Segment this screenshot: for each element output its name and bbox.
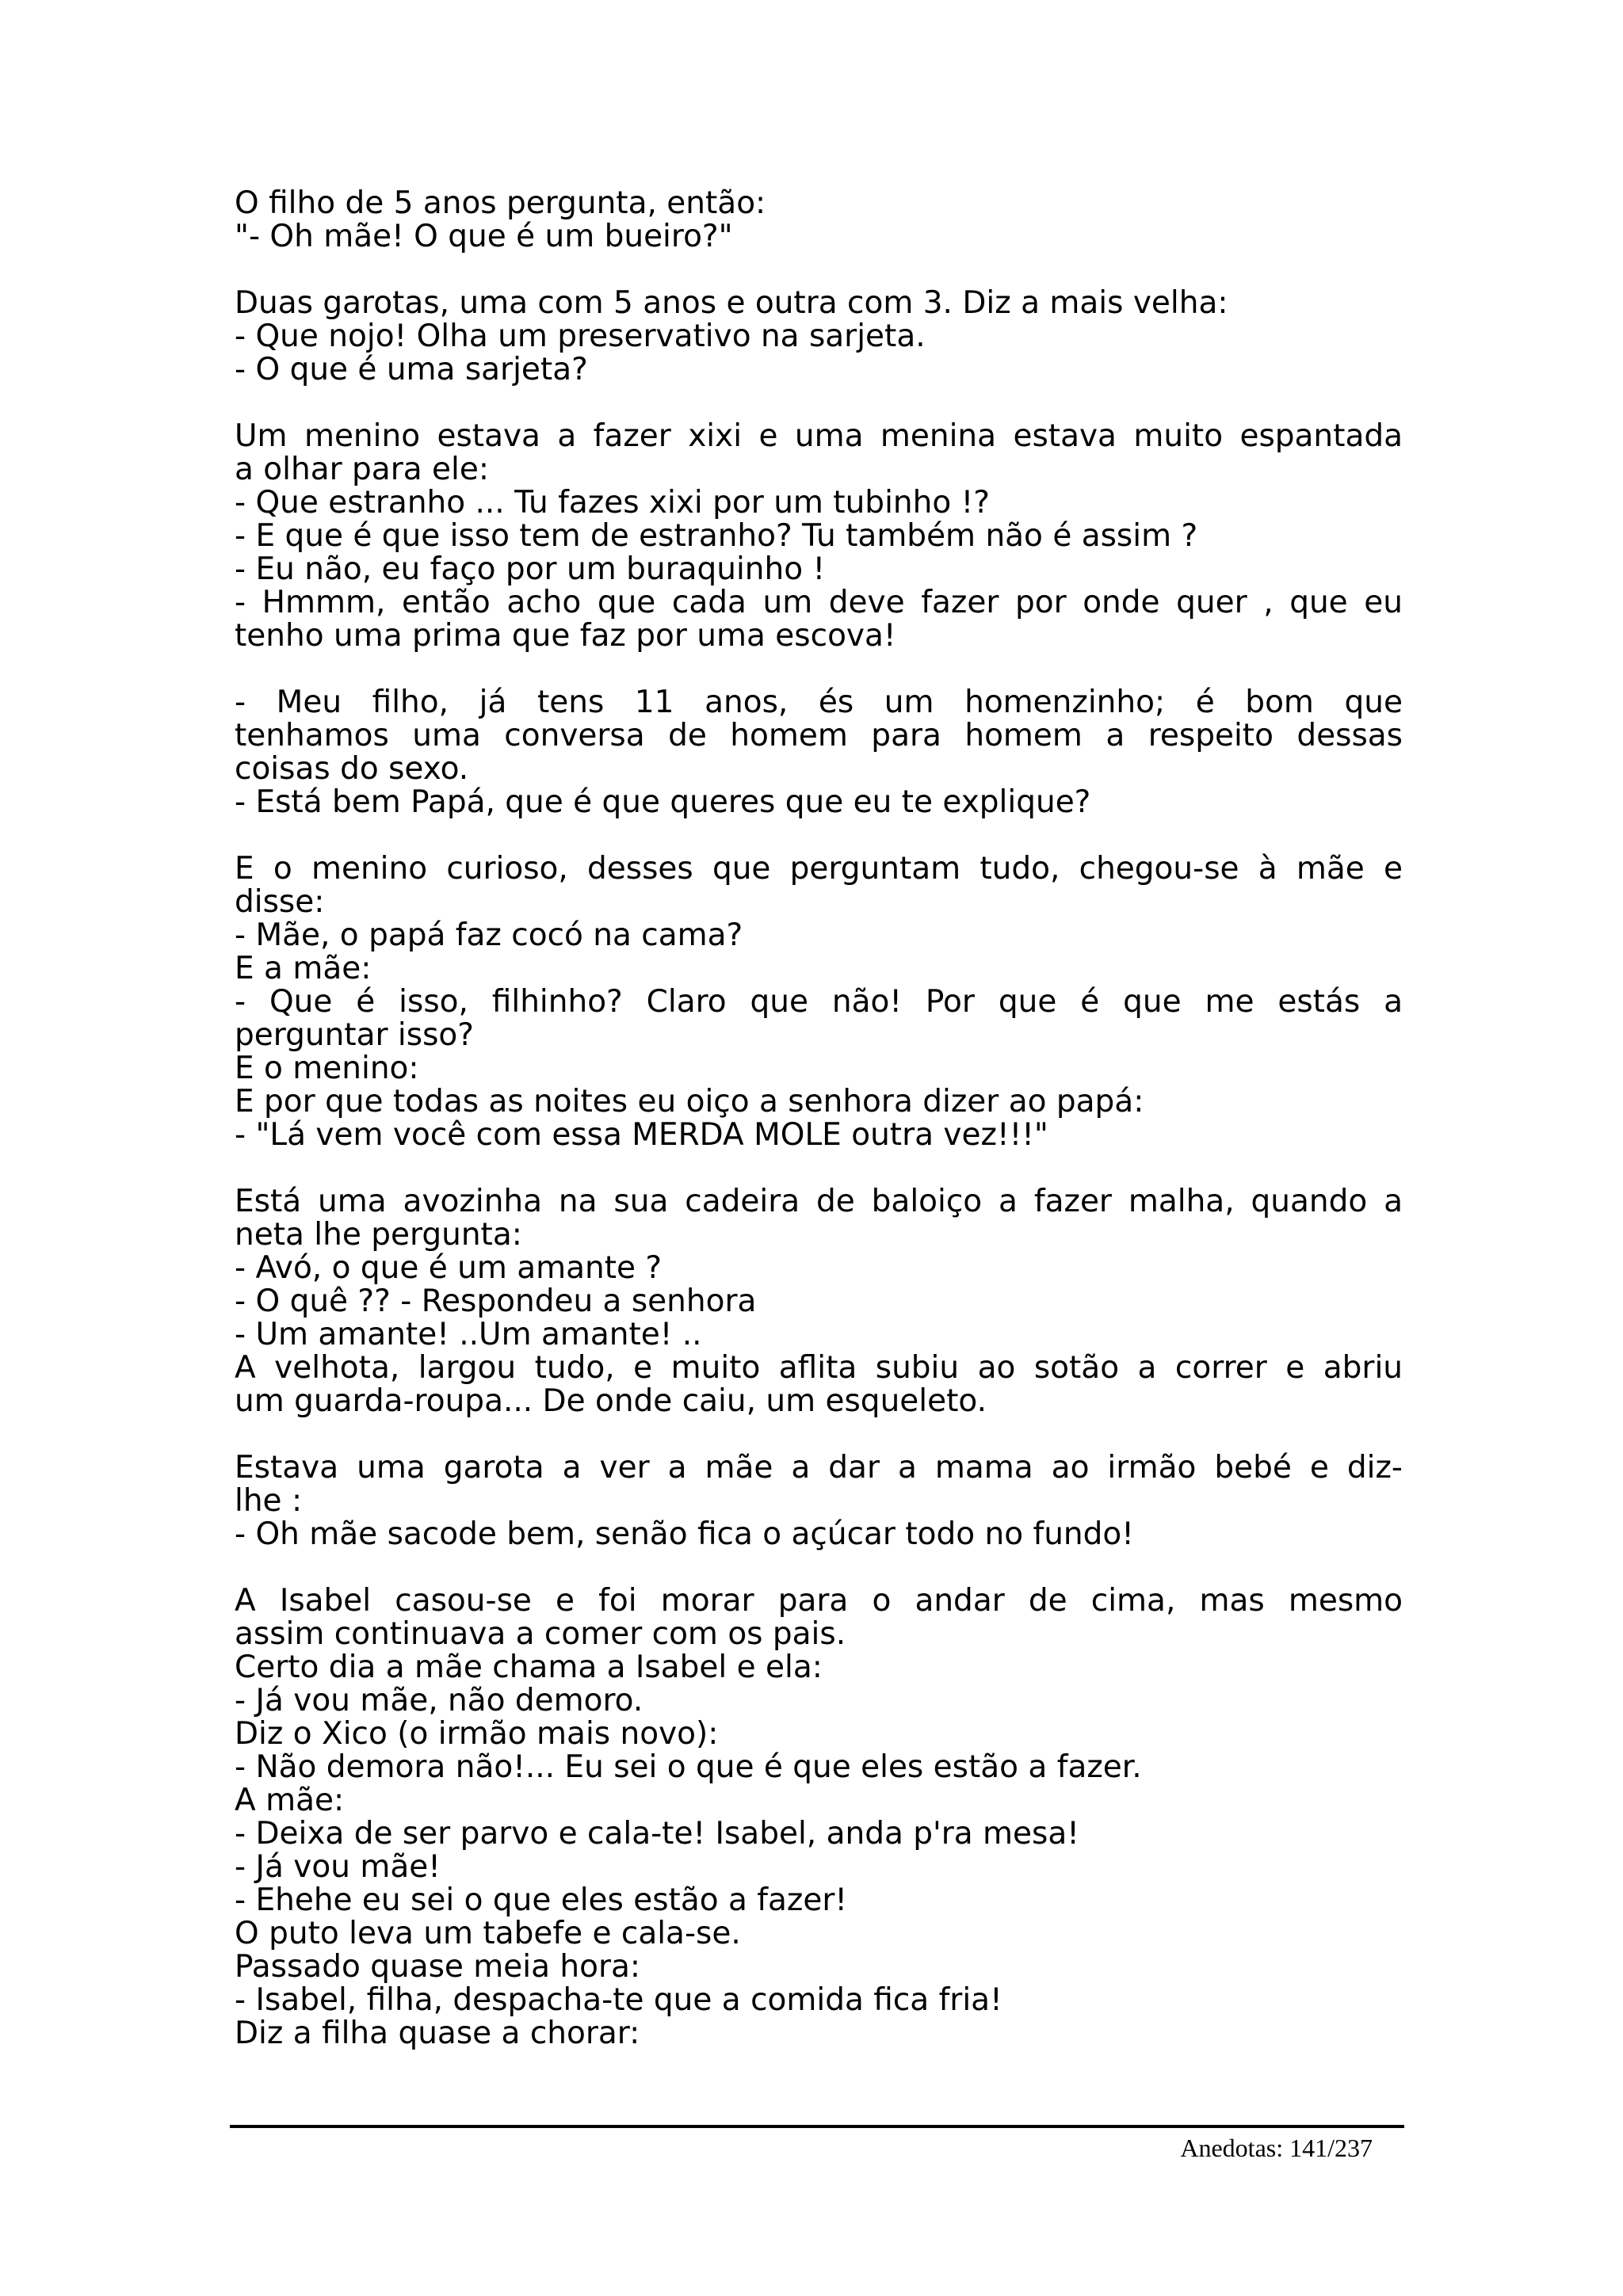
text-line: Um menino estava a fazer xixi e uma menina estava muito espantada xyxy=(235,418,1403,454)
text-line: lhe : xyxy=(235,1483,303,1519)
text-line: A velhota, largou tudo, e muito aflita subiu ao sotão a correr e abriu xyxy=(235,1350,1403,1386)
text-line: - Avó, o que é um amante ? xyxy=(235,1250,663,1286)
text-line: Estava uma garota a ver a mãe a dar a mama ao irmão bebé e diz- xyxy=(235,1450,1403,1486)
text-line: Diz o Xico (o irmão mais novo): xyxy=(235,1716,719,1752)
text-line: E o menino: xyxy=(235,1051,419,1086)
text-line: - Oh mãe sacode bem, senão fica o açúcar todo no fundo! xyxy=(235,1516,1134,1552)
text-line: Está uma avozinha na sua cadeira de baloiço a fazer malha, quando a xyxy=(235,1184,1403,1219)
text-line: "- Oh mãe! O que é um bueiro?" xyxy=(235,219,733,254)
paragraph xyxy=(235,420,1403,653)
text-line: um guarda-roupa... De onde caiu, um esqueleto. xyxy=(235,1383,987,1419)
text-line: coisas do sexo. xyxy=(235,751,469,787)
text-line: Diz a filha quase a chorar: xyxy=(235,2016,640,2051)
text-line: - Hmmm, então acho que cada um deve fazer por onde quer , que eu xyxy=(235,585,1403,620)
text-line: - Não demora não!... Eu sei o que é que eles estão a fazer. xyxy=(235,1749,1142,1785)
text-line: O puto leva um tabefe e cala-se. xyxy=(235,1916,741,1951)
paragraph xyxy=(235,686,1403,819)
text-line: - Que é isso, filhinho? Claro que não! Por que é que me estás a xyxy=(235,984,1403,1020)
page-number: Anedotas: 141/237 xyxy=(1180,2134,1373,2162)
text-line: - Meu filho, já tens 11 anos, és um homenzinho; é bom que xyxy=(235,685,1403,720)
text-line: - O quê ?? - Respondeu a senhora xyxy=(235,1283,757,1319)
text-line: - Já vou mãe! xyxy=(235,1849,441,1885)
text-line: - Que nojo! Olha um preservativo na sarjeta. xyxy=(235,318,926,354)
text-line: E a mãe: xyxy=(235,951,372,986)
text-line: O filho de 5 anos pergunta, então: xyxy=(235,185,766,221)
text-line: A mãe: xyxy=(235,1783,345,1818)
text-line: - Que estranho ... Tu fazes xixi por um tubinho !? xyxy=(235,485,990,521)
text-line: - Está bem Papá, que é que queres que eu te explique? xyxy=(235,784,1091,820)
paragraph xyxy=(235,852,1403,1152)
text-line: Duas garotas, uma com 5 anos e outra com 3. Diz a mais velha: xyxy=(235,285,1228,321)
paragraph xyxy=(235,1451,1403,1551)
document-body xyxy=(235,187,1403,2084)
text-line: - Já vou mãe, não demoro. xyxy=(235,1683,643,1718)
text-line: - Mãe, o papá faz cocó na cama? xyxy=(235,917,743,953)
text-line: perguntar isso? xyxy=(235,1017,474,1053)
text-line: - Ehehe eu sei o que eles estão a fazer! xyxy=(235,1882,848,1918)
paragraph xyxy=(235,187,1403,254)
text-line: Certo dia a mãe chama a Isabel e ela: xyxy=(235,1650,823,1685)
footer-divider xyxy=(230,2125,1404,2128)
text-line: tenho uma prima que faz por uma escova! xyxy=(235,618,896,654)
text-line: disse: xyxy=(235,884,325,920)
text-line: E o menino curioso, desses que perguntam tudo, chegou-se à mãe e xyxy=(235,851,1403,887)
text-line: A Isabel casou-se e foi morar para o andar de cima, mas mesmo xyxy=(235,1583,1403,1619)
text-line: - E que é que isso tem de estranho? Tu também não é assim ? xyxy=(235,518,1198,554)
text-line: assim continuava a comer com os pais. xyxy=(235,1616,846,1652)
text-line: - "Lá vem você com essa MERDA MOLE outra vez!!!" xyxy=(235,1117,1048,1153)
text-line: a olhar para ele: xyxy=(235,452,489,487)
text-line: E por que todas as noites eu oiço a senhora dizer ao papá: xyxy=(235,1084,1144,1119)
text-line: neta lhe pergunta: xyxy=(235,1217,522,1253)
paragraph xyxy=(235,1585,1403,2050)
text-line: tenhamos uma conversa de homem para homem a respeito dessas xyxy=(235,718,1403,753)
text-line: - Isabel, filha, despacha-te que a comida fica fria! xyxy=(235,1982,1002,2018)
text-line: - O que é uma sarjeta? xyxy=(235,352,588,387)
text-line: Passado quase meia hora: xyxy=(235,1949,641,1985)
text-line: - Eu não, eu faço por um buraquinho ! xyxy=(235,551,826,587)
text-line: - Deixa de ser parvo e cala-te! Isabel, anda p'ra mesa! xyxy=(235,1816,1079,1852)
paragraph xyxy=(235,1185,1403,1418)
paragraph xyxy=(235,287,1403,387)
text-line: - Um amante! ..Um amante! .. xyxy=(235,1317,702,1352)
